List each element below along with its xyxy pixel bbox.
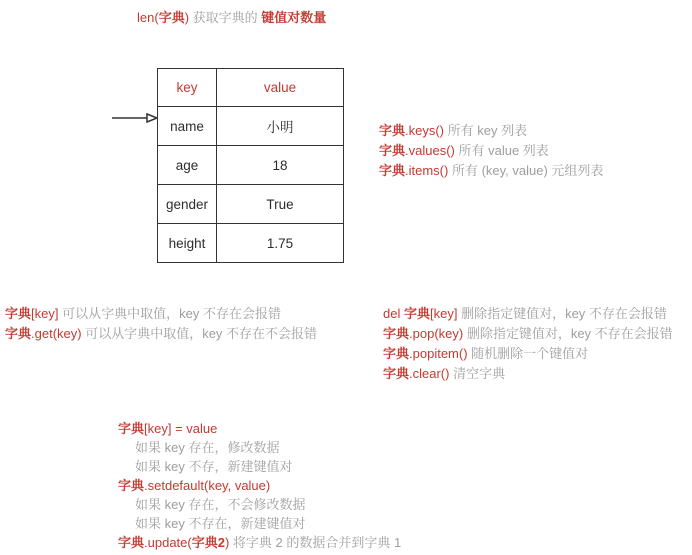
text-line xyxy=(379,141,603,161)
text-line xyxy=(379,121,603,141)
description-text: 删除指定键值对，key 不存在会报错 xyxy=(457,306,667,321)
description-text: 清空字典 xyxy=(449,366,506,381)
page-title xyxy=(137,8,326,28)
code-text: .update( xyxy=(144,535,192,550)
methods-list-block xyxy=(379,121,603,181)
code-text: [key] xyxy=(429,306,458,321)
code-text: 键值对数量 xyxy=(261,10,327,25)
table-cell-key: name xyxy=(158,107,217,146)
text-line xyxy=(383,324,673,344)
description-text: 获取字典的 xyxy=(189,10,262,25)
table-row xyxy=(158,224,344,263)
text-line xyxy=(383,304,673,324)
table-header-value: value xyxy=(217,69,344,107)
code-text: [key] = value xyxy=(144,421,218,436)
text-line xyxy=(118,476,401,495)
text-line xyxy=(118,514,401,533)
delete-methods-block xyxy=(383,304,673,384)
code-text: .get(key) xyxy=(31,326,82,341)
code-text: ) xyxy=(184,10,190,25)
code-text: .clear() xyxy=(409,366,450,381)
description-text: 将字典 2 的数据合并到字典 1 xyxy=(229,535,402,550)
code-text: 字典 xyxy=(118,478,145,493)
description-text: 如果 key 存在，不会修改数据 xyxy=(135,497,306,512)
table-cell-value: 18 xyxy=(217,146,344,185)
code-text: .popitem() xyxy=(409,346,468,361)
code-text: .keys() xyxy=(405,123,445,138)
description-text: 删除指定键值对，key 不存在会报错 xyxy=(463,326,673,341)
table-cell-key: age xyxy=(158,146,217,185)
table-cell-value: True xyxy=(217,185,344,224)
description-text: 如果 key 不存，新建键值对 xyxy=(135,459,293,474)
code-text: 字典 xyxy=(379,163,406,178)
code-text: 字典 xyxy=(5,326,32,341)
code-text: 字典 xyxy=(379,143,406,158)
code-text: 字典 xyxy=(403,306,430,321)
table-row xyxy=(158,107,344,146)
table-cell-value: 小明 xyxy=(217,107,344,146)
text-line xyxy=(118,419,401,438)
table-row xyxy=(158,185,344,224)
update-methods-block xyxy=(118,419,401,552)
code-text: 字典 xyxy=(118,421,145,436)
right-arrow-icon xyxy=(111,110,159,126)
text-line xyxy=(379,161,603,181)
table-cell-key: gender xyxy=(158,185,217,224)
code-text: 字典2 xyxy=(191,535,225,550)
description-text: 所有 value 列表 xyxy=(454,143,549,158)
text-line xyxy=(118,495,401,514)
text-line xyxy=(383,344,673,364)
table-header-key: key xyxy=(158,69,217,107)
code-text: .pop(key) xyxy=(409,326,464,341)
code-text: [key] xyxy=(31,306,59,321)
code-text: 字典 xyxy=(5,306,32,321)
code-text: .setdefault(key, value) xyxy=(144,478,271,493)
table-row xyxy=(158,146,344,185)
code-text: 字典 xyxy=(383,346,410,361)
text-line xyxy=(383,364,673,384)
code-text: ) xyxy=(224,535,230,550)
code-text: len( xyxy=(137,10,159,25)
code-text: 字典 xyxy=(383,326,410,341)
code-text: 字典 xyxy=(383,366,410,381)
description-text: 如果 key 不存在，新建键值对 xyxy=(135,516,306,531)
description-text: 如果 key 存在，修改数据 xyxy=(135,440,280,455)
table-header-row xyxy=(158,69,344,107)
access-methods-block xyxy=(5,304,317,344)
text-line xyxy=(118,533,401,552)
table-cell-value: 1.75 xyxy=(217,224,344,263)
description-text: 所有 key 列表 xyxy=(444,123,528,138)
description-text: 可以从字典中取值，key 不存在不会报错 xyxy=(81,326,318,341)
text-line xyxy=(5,304,317,324)
description-text: 随机删除一个键值对 xyxy=(467,346,589,361)
code-text: .values() xyxy=(405,143,455,158)
row-pointer-arrow xyxy=(111,110,159,129)
text-line xyxy=(118,438,401,457)
code-text: del xyxy=(383,306,404,321)
dictionary-table xyxy=(157,68,344,263)
text-line xyxy=(118,457,401,476)
code-text: 字典 xyxy=(118,535,145,550)
description-text: 可以从字典中取值，key 不存在会报错 xyxy=(58,306,281,321)
text-line xyxy=(5,324,317,344)
table-cell-key: height xyxy=(158,224,217,263)
description-text: 所有 (key, value) 元组列表 xyxy=(448,163,604,178)
code-text: 字典 xyxy=(158,10,185,25)
code-text: .items() xyxy=(405,163,449,178)
code-text: 字典 xyxy=(379,123,406,138)
